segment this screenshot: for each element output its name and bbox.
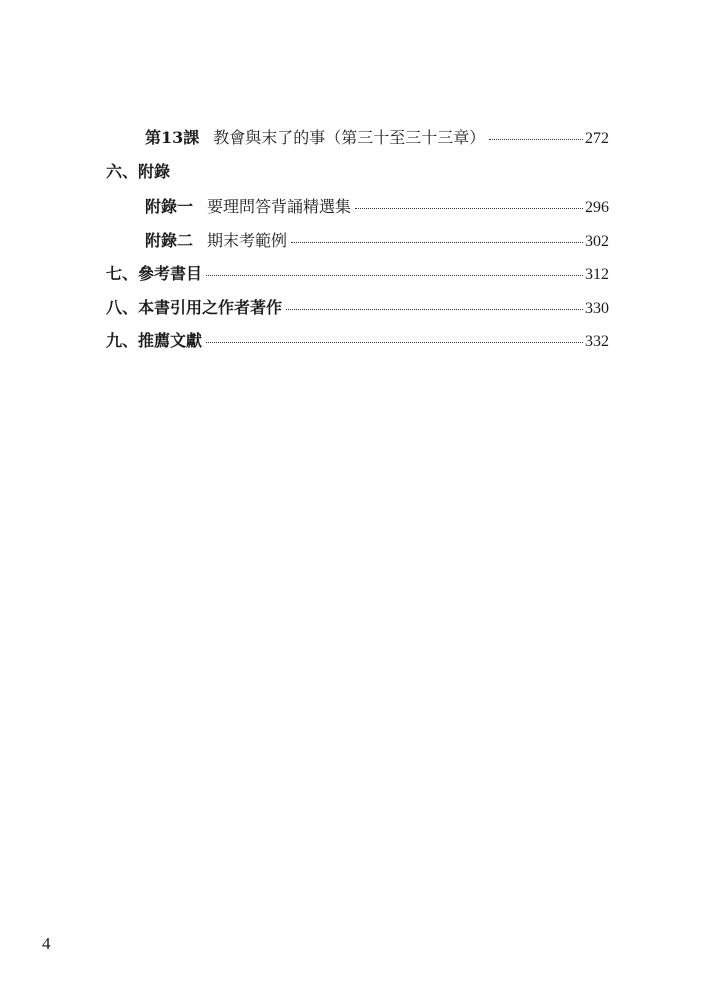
toc-entry-appendix-1 [145, 197, 609, 218]
dot-leader [489, 139, 583, 140]
toc-entry-appendix-2 [145, 231, 609, 252]
dot-leader [291, 242, 583, 243]
toc-entry-title: 九、推薦文獻 [106, 331, 203, 350]
toc-entry-label: 附錄一 [145, 197, 194, 216]
page-number: 4 [42, 934, 51, 953]
toc-section-cited-works [106, 298, 609, 319]
dot-leader [286, 309, 583, 310]
dot-leader [206, 342, 583, 343]
toc-entry-page: 272 [585, 130, 609, 147]
toc-entry-title: 期末考範例 [207, 231, 288, 250]
toc-entry-title: 教會與末了的事（第三十至三十三章） [213, 128, 486, 147]
toc-entry-page: 312 [585, 266, 609, 283]
dot-leader [206, 275, 583, 276]
toc-entry-page: 330 [585, 300, 609, 317]
toc-section-appendix [106, 162, 609, 182]
toc-entry-title: 六、附錄 [106, 162, 171, 181]
dot-leader [355, 208, 583, 209]
toc-entry-title: 七、參考書目 [106, 264, 203, 283]
toc-section-recommended-reading [106, 331, 609, 352]
toc-entry-title: 八、本書引用之作者著作 [106, 298, 283, 317]
toc-entry-lesson-13 [145, 128, 609, 149]
toc-entry-page: 302 [585, 233, 609, 250]
toc-entry-title: 要理問答背誦精選集 [207, 197, 352, 216]
toc-section-bibliography [106, 264, 609, 285]
toc-entry-page: 332 [585, 333, 609, 350]
toc-entry-label: 附錄二 [145, 231, 194, 250]
toc-entry-label: 第13課 [145, 128, 200, 147]
toc-entry-page: 296 [585, 199, 609, 216]
